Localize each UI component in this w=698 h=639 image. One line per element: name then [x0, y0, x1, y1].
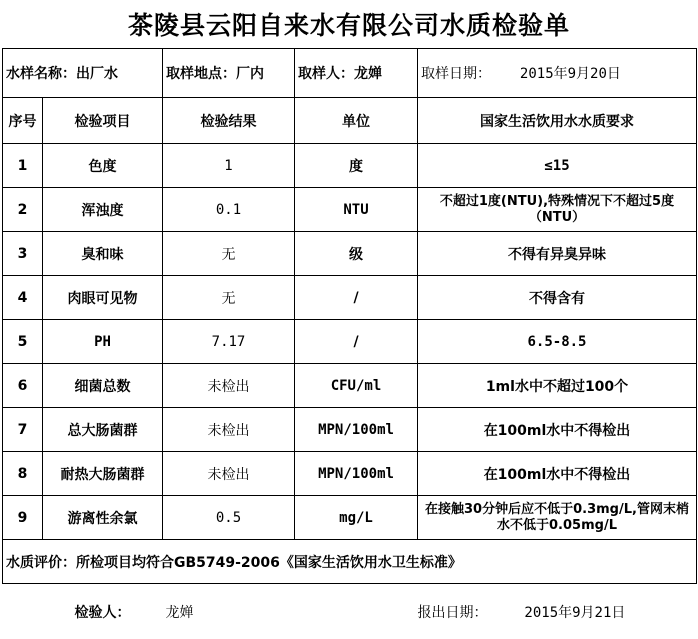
row-standard: 在接触30分钟后应不低于0.3mg/L,管网末梢水不低于0.05mg/L	[418, 496, 697, 540]
table-row	[3, 232, 697, 276]
row-result: 未检出	[163, 364, 295, 408]
row-result: 7.17	[163, 320, 295, 364]
row-unit: MPN/100ml	[295, 408, 418, 452]
table-row	[3, 452, 697, 496]
sample-location: 取样地点：厂内	[163, 49, 295, 98]
sample-date: 2015年9月20日	[520, 66, 621, 82]
report-date-label: 报出日期：	[418, 605, 488, 621]
row-result: 0.5	[163, 496, 295, 540]
table-row	[3, 408, 697, 452]
evaluation-row	[3, 540, 697, 584]
row-result: 未检出	[163, 452, 295, 496]
row-result: 无	[163, 276, 295, 320]
row-standard: 不得含有	[418, 276, 697, 320]
row-no: 6	[3, 364, 43, 408]
row-standard: ≤15	[418, 144, 697, 188]
inspector-name: 龙婵	[163, 584, 295, 639]
sample-date-label: 取样日期：	[421, 66, 491, 82]
row-item: 总大肠菌群	[43, 408, 163, 452]
row-standard: 不超过1度(NTU),特殊情况下不超过5度（NTU）	[418, 188, 697, 232]
footer-row	[3, 584, 697, 639]
header-item: 检验项目	[43, 98, 163, 144]
row-standard: 6.5-8.5	[418, 320, 697, 364]
row-unit: 级	[295, 232, 418, 276]
row-standard: 不得有异臭异味	[418, 232, 697, 276]
row-unit: /	[295, 320, 418, 364]
row-result: 无	[163, 232, 295, 276]
water-quality-evaluation: 水质评价：所检项目均符合GB5749-2006《国家生活饮用水卫生标准》	[3, 540, 697, 584]
sample-name: 水样名称：出厂水	[3, 49, 163, 98]
row-no: 2	[3, 188, 43, 232]
header-standard: 国家生活饮用水水质要求	[418, 98, 697, 144]
row-result: 未检出	[163, 408, 295, 452]
header-no: 序号	[3, 98, 43, 144]
row-unit: NTU	[295, 188, 418, 232]
row-no: 8	[3, 452, 43, 496]
inspector-label: 检验人：	[43, 584, 163, 639]
row-item: 细菌总数	[43, 364, 163, 408]
row-unit: /	[295, 276, 418, 320]
report-date-cell	[418, 584, 697, 639]
info-row	[3, 49, 697, 98]
table-row	[3, 144, 697, 188]
row-no: 4	[3, 276, 43, 320]
sampler: 取样人：龙婵	[295, 49, 418, 98]
report-date: 2015年9月21日	[524, 605, 625, 621]
table-row	[3, 320, 697, 364]
header-row	[3, 98, 697, 144]
row-no: 7	[3, 408, 43, 452]
row-no: 9	[3, 496, 43, 540]
row-item: 肉眼可见物	[43, 276, 163, 320]
table-row	[3, 188, 697, 232]
row-item: 游离性余氯	[43, 496, 163, 540]
row-result: 0.1	[163, 188, 295, 232]
row-no: 5	[3, 320, 43, 364]
row-unit: MPN/100ml	[295, 452, 418, 496]
header-result: 检验结果	[163, 98, 295, 144]
header-unit: 单位	[295, 98, 418, 144]
footer-spacer-2	[295, 584, 418, 639]
sample-date-cell	[418, 49, 697, 98]
row-result: 1	[163, 144, 295, 188]
row-item: 臭和味	[43, 232, 163, 276]
row-unit: 度	[295, 144, 418, 188]
table-row	[3, 364, 697, 408]
row-standard: 在100ml水中不得检出	[418, 408, 697, 452]
table-row	[3, 276, 697, 320]
row-standard: 1ml水中不超过100个	[418, 364, 697, 408]
table-row	[3, 496, 697, 540]
row-unit: CFU/ml	[295, 364, 418, 408]
inspection-table	[2, 48, 697, 639]
row-no: 1	[3, 144, 43, 188]
row-item: 色度	[43, 144, 163, 188]
row-no: 3	[3, 232, 43, 276]
row-item: 耐热大肠菌群	[43, 452, 163, 496]
row-standard: 在100ml水中不得检出	[418, 452, 697, 496]
document-title: 茶陵县云阳自来水有限公司水质检验单	[0, 0, 698, 48]
row-unit: mg/L	[295, 496, 418, 540]
row-item: 浑浊度	[43, 188, 163, 232]
footer-spacer	[3, 584, 43, 639]
row-item: PH	[43, 320, 163, 364]
